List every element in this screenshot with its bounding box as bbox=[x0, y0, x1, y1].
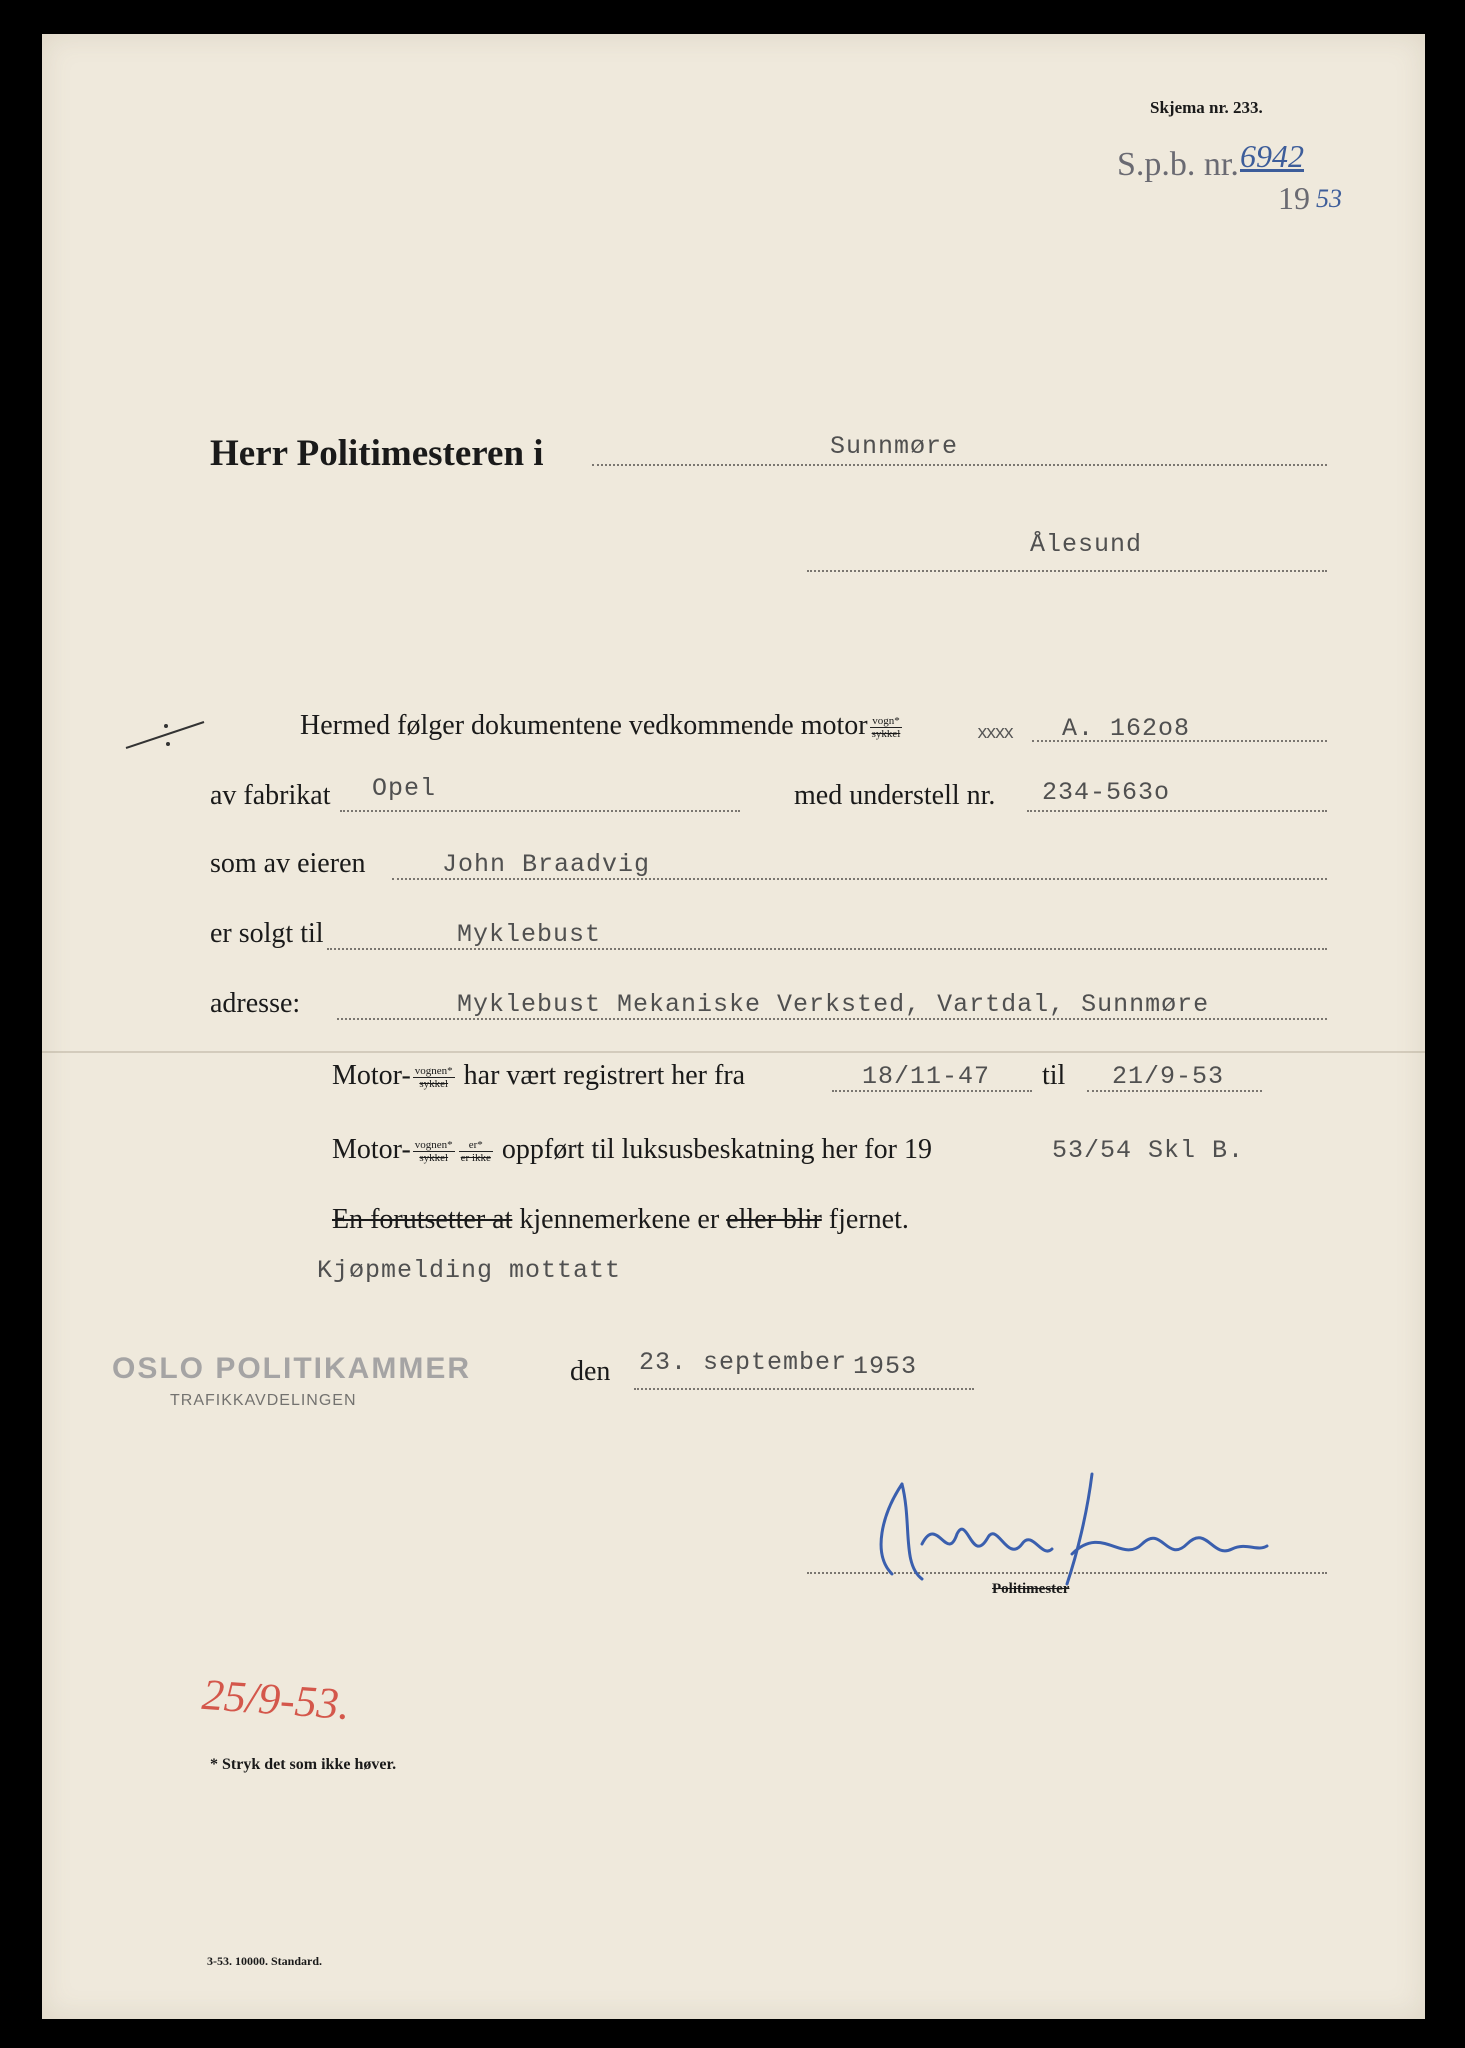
year-label: 19 bbox=[1278, 180, 1310, 216]
tax-fraction-2: $\frac{er*}{\text{er ikke}}$ bbox=[460, 1139, 491, 1165]
date-label: den bbox=[570, 1356, 611, 1387]
form-number: Skjema nr. 233. bbox=[1150, 98, 1263, 117]
year-value: 53 bbox=[1316, 184, 1342, 213]
tax-fraction: $\frac{\text{vognen*}}{\text{sykkel}}$ bbox=[414, 1139, 453, 1165]
plates-text-b: kjennemerkene er bbox=[519, 1204, 720, 1235]
motor-strike: xxxx bbox=[977, 724, 1013, 744]
city-value: Ålesund bbox=[1030, 530, 1143, 559]
stamp-line-2: TRAFIKKAVDELINGEN bbox=[170, 1392, 357, 1409]
check-mark-icon bbox=[122, 714, 212, 754]
plates-text-d: fjernet. bbox=[828, 1204, 909, 1235]
handwritten-date: 25/9-53. bbox=[200, 1669, 352, 1730]
plates-line bbox=[332, 1204, 909, 1236]
tax-prefix: Motor- bbox=[332, 1134, 411, 1165]
signature-title: Politimester bbox=[992, 1581, 1070, 1597]
date-value: 23. september bbox=[639, 1348, 848, 1377]
registered-line bbox=[332, 1060, 745, 1092]
tax-line bbox=[332, 1134, 932, 1166]
intro-label: Hermed følger dokumentene vedkommende motor bbox=[300, 710, 868, 741]
registered-to: 21/9-53 bbox=[1112, 1062, 1225, 1091]
tax-value: 53/54 Skl B. bbox=[1052, 1136, 1245, 1165]
date-year: 1953 bbox=[853, 1352, 918, 1381]
owner-label: som av eieren bbox=[210, 848, 366, 879]
chassis-value: 234-563o bbox=[1042, 778, 1171, 807]
buyer-label: er solgt til bbox=[210, 918, 324, 949]
chassis-label: med understell nr. bbox=[794, 780, 996, 811]
address-value: Myklebust Mekaniske Verksted, Vartdal, Sunnmøre bbox=[457, 990, 1210, 1019]
make-value: Opel bbox=[372, 774, 437, 803]
tax-text: oppført til luksusbeskatning her for 19 bbox=[501, 1134, 932, 1165]
spb-number: 6942 bbox=[1240, 138, 1304, 174]
registered-prefix: Motor- bbox=[332, 1060, 411, 1091]
intro-text bbox=[300, 710, 904, 742]
registered-fraction: $\frac{\text{vognen*}}{\text{sykkel}}$ bbox=[414, 1065, 453, 1091]
registered-to-label: til bbox=[1042, 1060, 1066, 1091]
address-label: adresse: bbox=[210, 988, 301, 1019]
registered-from: 18/11-47 bbox=[862, 1062, 991, 1091]
note-text: Kjøpmelding mottatt bbox=[317, 1256, 622, 1285]
signature bbox=[862, 1454, 1282, 1594]
print-info: 3-53. 10000. Standard. bbox=[207, 1954, 323, 1968]
buyer-value: Myklebust bbox=[457, 920, 602, 949]
owner-value: John Braadvig bbox=[442, 850, 651, 879]
spb-label: S.p.b. nr. bbox=[1117, 146, 1239, 183]
district-value: Sunnmøre bbox=[830, 432, 959, 461]
registered-text: har vært registrert her fra bbox=[463, 1060, 746, 1091]
document-page bbox=[42, 34, 1425, 2019]
addressee-title: Herr Politimesteren i bbox=[210, 433, 544, 474]
plates-text-a: En forutsetter at bbox=[332, 1204, 513, 1235]
reg-number-value: A. 162o8 bbox=[1062, 714, 1191, 743]
stamp-line-1: OSLO POLITIKAMMER bbox=[112, 1352, 471, 1385]
plates-text-c: eller blir bbox=[726, 1204, 822, 1235]
footnote: * Stryk det som ikke høver. bbox=[210, 1756, 397, 1773]
motor-fraction: $\frac{\text{vogn*}}{\text{sykkel}}$ bbox=[871, 715, 901, 741]
make-label: av fabrikat bbox=[210, 780, 331, 811]
fold-line bbox=[42, 1051, 1425, 1053]
